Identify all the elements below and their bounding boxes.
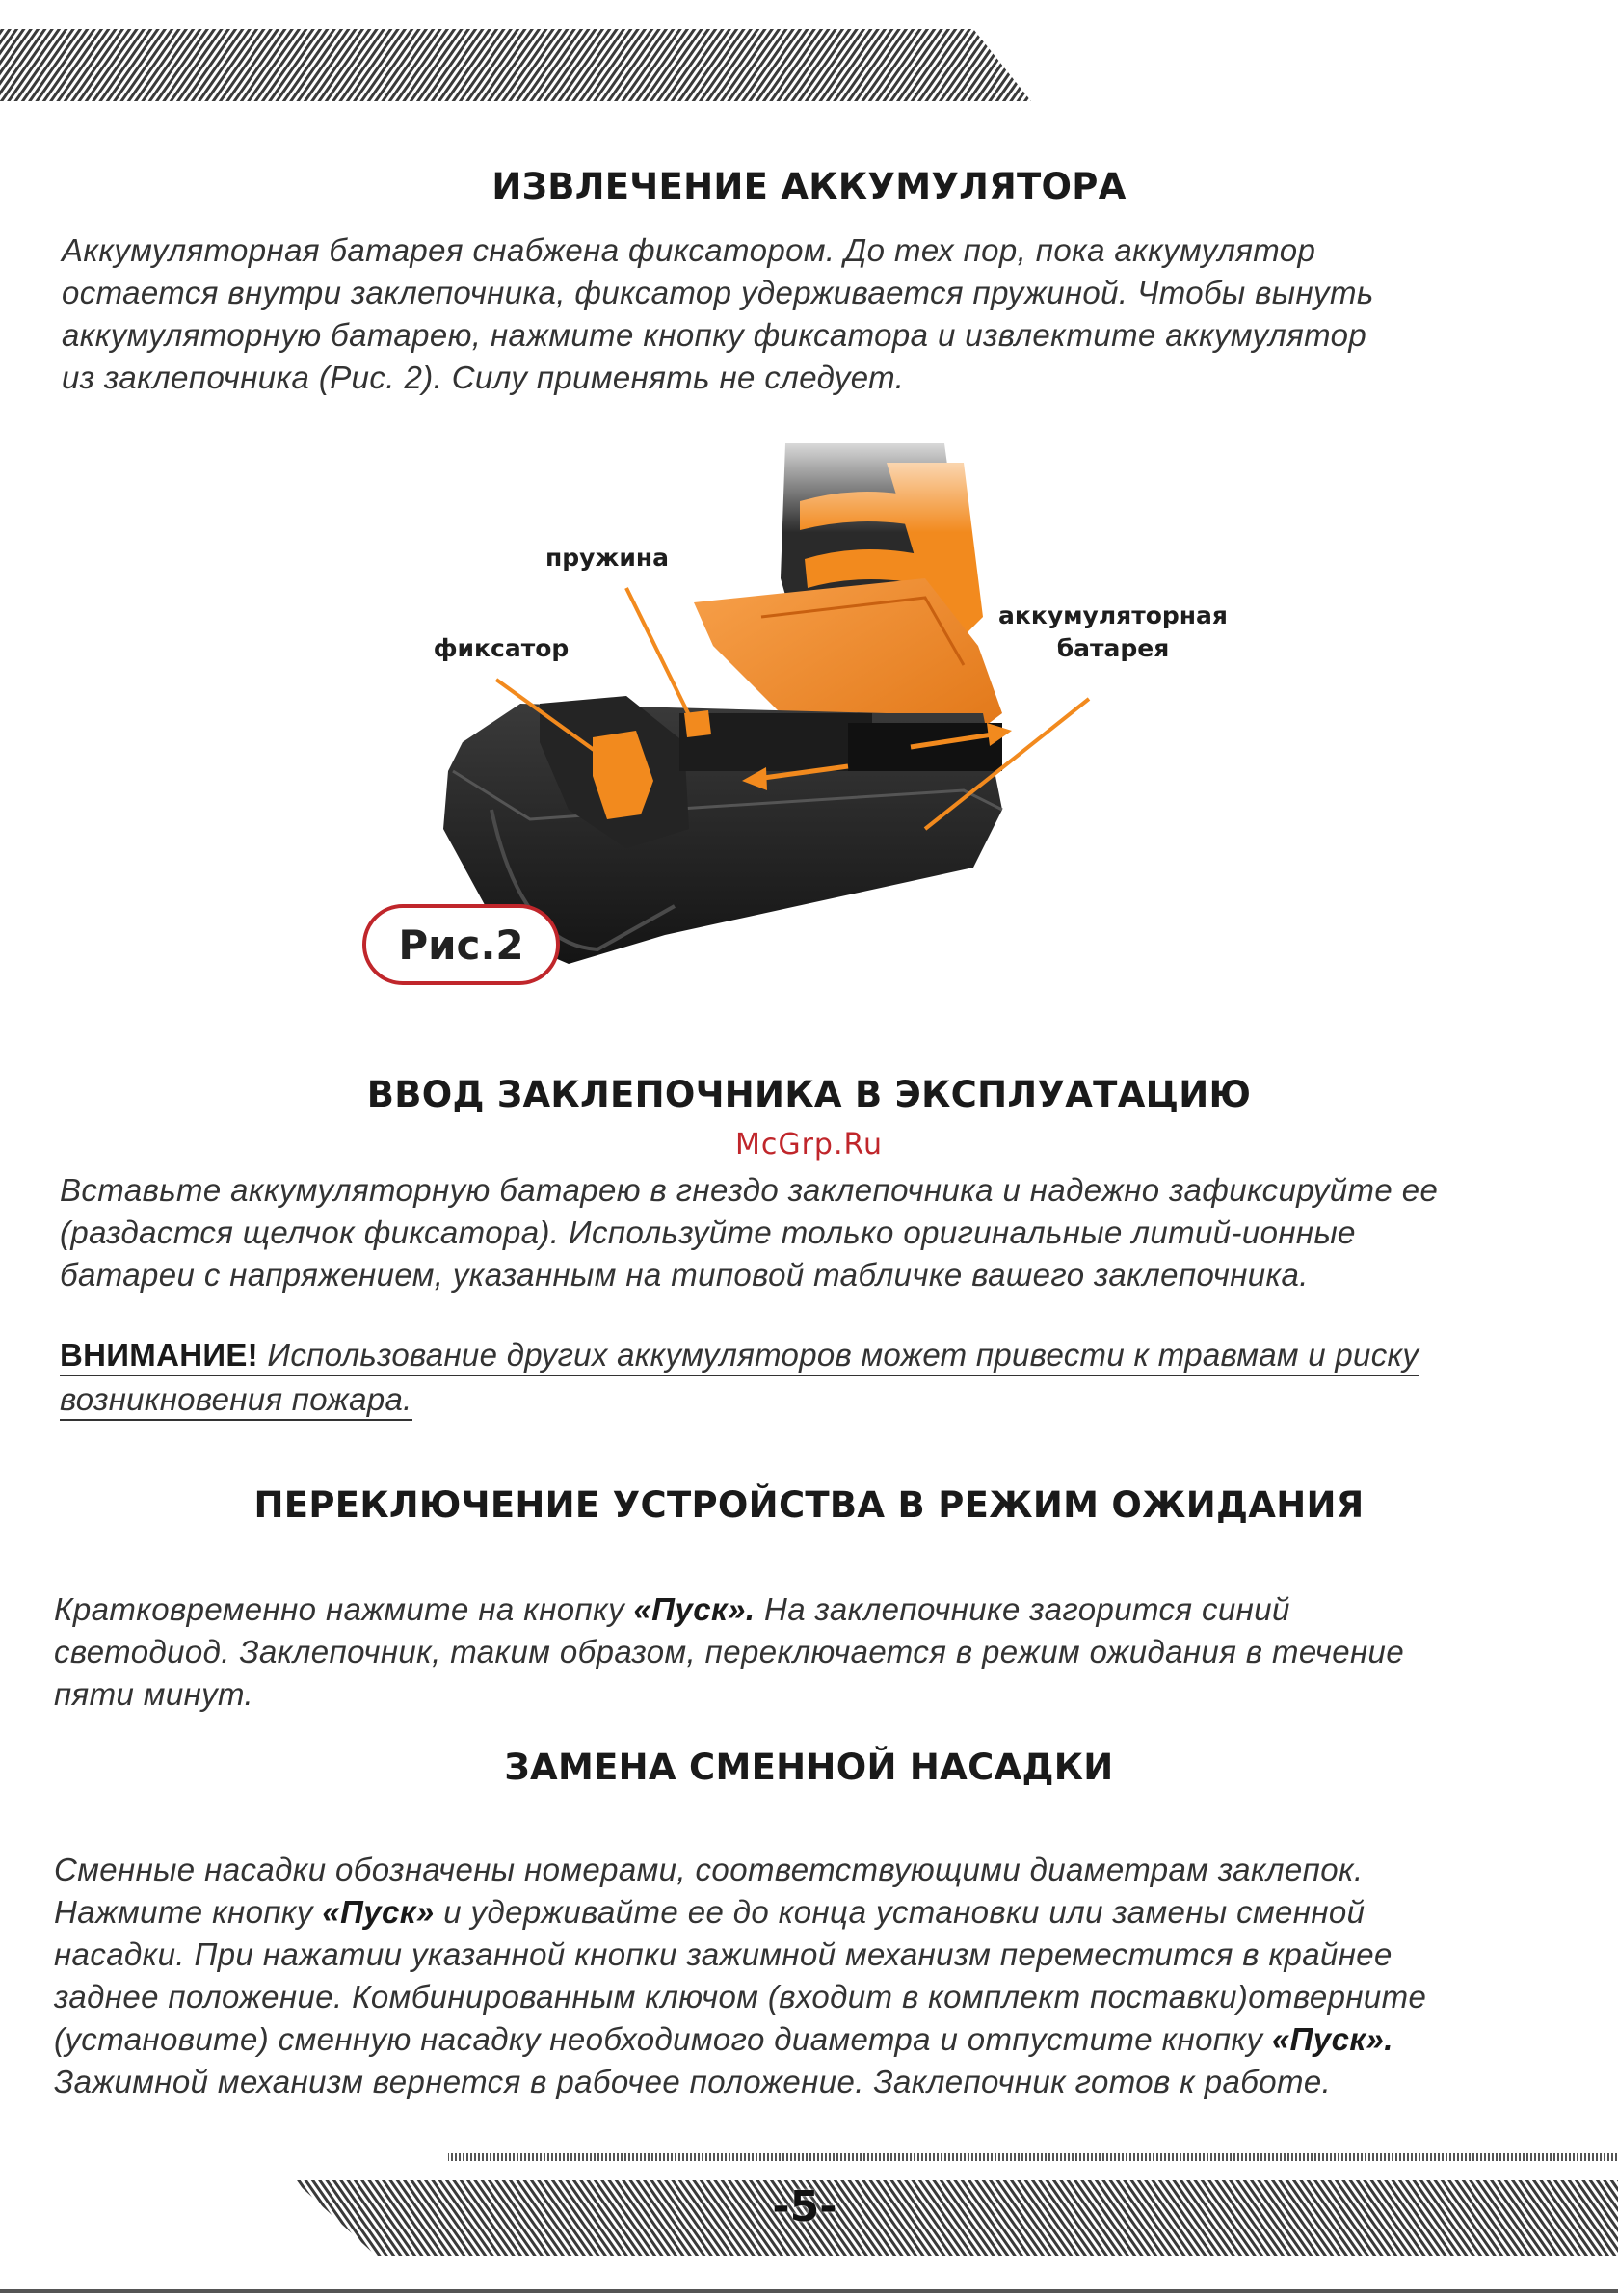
start-button-ref: «Пуск».	[633, 1591, 756, 1627]
text-line: Нажмите кнопку «Пуск» и удерживайте ее до конца установки или замены сменной	[54, 1894, 1366, 1930]
text-line: (раздастся щелчок фиксатора). Используйте только оригинальные литий-ионные	[60, 1215, 1356, 1250]
header-hatch-band	[0, 0, 1618, 106]
text-line: из заклепочника (Рис. 2). Силу применять не следует.	[62, 360, 905, 395]
standby-text	[54, 1589, 1596, 1716]
warning-text-2: возникновения пожара.	[60, 1381, 412, 1421]
label-latch: фиксатор	[433, 634, 570, 662]
text-line: светодиод. Заклепочник, таким образом, переключается в режим ожидания в течение	[54, 1634, 1405, 1669]
text-line: аккумуляторную батарею, нажмите кнопку фиксатора и извлектите аккумулятор	[62, 317, 1367, 353]
text-line: остается внутри заклепочника, фиксатор удерживается пружиной. Чтобы вынуть	[62, 275, 1374, 310]
text-line: Вставьте аккумуляторную батарею в гнездо заклепочника и надежно зафиксируйте ее	[60, 1172, 1439, 1208]
text-line: батареи с напряжением, указанным на типовой табличке вашего заклепочника.	[60, 1257, 1309, 1293]
start-button-ref: «Пуск»	[322, 1894, 435, 1930]
text-line: Кратковременно нажмите на кнопку «Пуск». На заклепочнике загорится синий	[54, 1591, 1290, 1627]
text-line: Зажимной механизм вернется в рабочее положение. Заклепочник готов к работе.	[54, 2064, 1332, 2099]
warning-line1	[60, 1333, 1582, 1377]
text-line: (установите) сменную насадку необходимого диаметра и отпустите кнопку «Пуск».	[54, 2021, 1393, 2057]
page-number: -5-	[772, 2182, 837, 2231]
warning-label: ВНИМАНИЕ!	[60, 1337, 258, 1373]
section-title-nozzle-replacement: ЗАМЕНА СМЕННОЙ НАСАДКИ	[504, 1747, 1114, 1788]
text-line: Сменные насадки обозначены номерами, соответствующими диаметрам заклепок.	[54, 1852, 1364, 1887]
label-battery-line2: батарея	[1056, 634, 1170, 662]
nozzle-text	[54, 1849, 1596, 2103]
text-line: Аккумуляторная батарея снабжена фиксатором. До тех пор, пока аккумулятор	[62, 232, 1316, 268]
text-line: заднее положение. Комбинированным ключом (входит в комплект поставки)отверните	[54, 1979, 1427, 2015]
warning-block	[60, 1333, 1582, 1422]
warning-line2	[60, 1377, 1582, 1422]
text-line: пяти минут.	[54, 1676, 254, 1712]
text-line: насадки. При нажатии указанной кнопки зажимной механизм переместится в крайнее	[54, 1936, 1393, 1972]
label-spring: пружина	[544, 544, 669, 572]
battery-removal-text	[62, 229, 1584, 399]
section-title-battery-removal: ИЗВЛЕЧЕНИЕ АККУМУЛЯТОРА	[491, 166, 1127, 207]
section-title-standby: ПЕРЕКЛЮЧЕНИЕ УСТРОЙСТВА В РЕЖИМ ОЖИДАНИЯ	[253, 1484, 1365, 1526]
warning-text: Использование других аккумуляторов может привести к травмам и риску	[267, 1337, 1419, 1373]
label-battery	[973, 600, 1253, 665]
figure-caption: Рис.2	[362, 904, 560, 985]
label-battery-line1: аккумуляторная	[998, 601, 1228, 629]
watermark: McGrp.Ru	[734, 1128, 884, 1161]
section-title-commissioning: ВВОД ЗАКЛЕПОЧНИКА В ЭКСПЛУАТАЦИЮ	[366, 1074, 1252, 1115]
start-button-ref: «Пуск».	[1271, 2021, 1393, 2057]
commissioning-text	[60, 1169, 1592, 1296]
